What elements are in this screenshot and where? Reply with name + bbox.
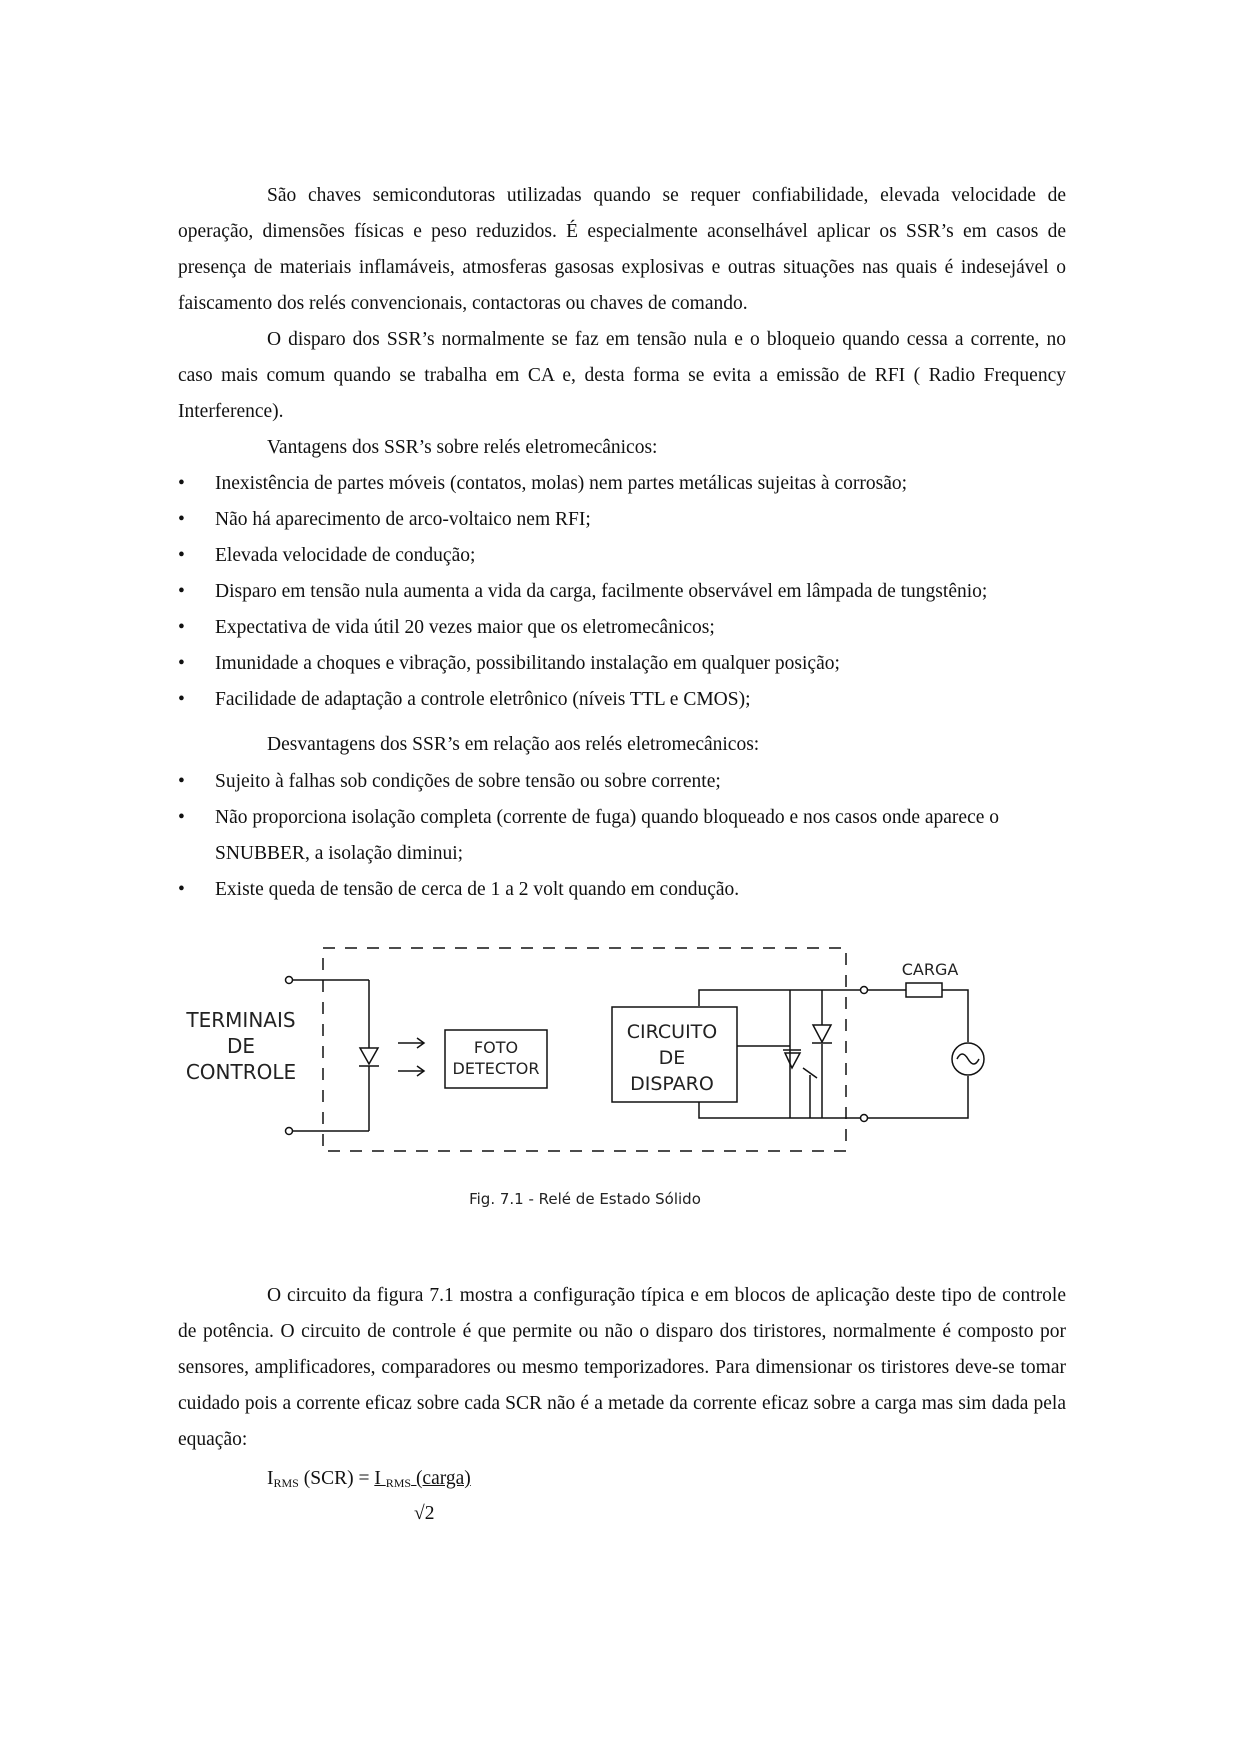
equation	[267, 1468, 471, 1491]
output-terminal-bottom	[861, 1115, 868, 1122]
equation-lhs-subscript: RMS	[273, 1476, 299, 1490]
led-icon	[359, 1048, 379, 1066]
bullet-icon: •	[178, 653, 185, 674]
intro-paragraph-1: São chaves semicondutoras utilizadas quando se requer confiabilidade, elevada velocidade de operação, dimensões físicas e peso reduzidos. É especialmente aconselhável aplicar os SSR’s em casos de presença de materiais inflamáveis, atmosferas gasosas explosivas e outras situações nas quais é indesejável o faiscamento dos relés convencionais, contactoras ou chaves de comando.	[178, 185, 1066, 314]
figure-caption: Fig. 7.1 - Relé de Estado Sólido	[469, 1190, 701, 1208]
list-item: • Sujeito à falhas sob condições de sobre tensão ou sobre corrente;	[178, 764, 1066, 800]
advantages-list	[178, 466, 1066, 718]
input-terminal-top	[286, 977, 293, 984]
ac-source-icon	[952, 1043, 984, 1075]
list-item: • Não proporciona isolação completa (corrente de fuga) quando bloqueado e nos casos onde aparece o SNUBBER, a isolação diminui;	[178, 800, 1066, 872]
bullet-icon: •	[178, 879, 185, 900]
input-terminal-bottom	[286, 1128, 293, 1135]
bullet-icon: •	[178, 617, 185, 638]
list-item: • Expectativa de vida útil 20 vezes maior que os eletromecânicos;	[178, 610, 1066, 646]
advantages-heading: Vantagens dos SSR’s sobre relés eletromecânicos:	[267, 437, 658, 458]
terminals-label-line3: CONTROLE	[185, 1060, 297, 1084]
trigger-label-line1: CIRCUITO	[626, 1021, 718, 1043]
light-arrows-icon	[398, 1038, 424, 1076]
disadvantages-heading: Desvantagens dos SSR’s em relação aos relés eletromecânicos:	[267, 734, 760, 755]
list-item: • Existe queda de tensão de cerca de 1 a 2 volt quando em condução.	[178, 872, 1066, 908]
trigger-label-line3: DISPARO	[630, 1073, 714, 1095]
list-item: • Não há aparecimento de arco-voltaico nem RFI;	[178, 502, 1066, 538]
bullet-icon: •	[178, 509, 185, 530]
ssr-enclosure	[323, 948, 846, 1151]
equation-numerator: I $_{RMS}$ (carga)	[374, 1468, 471, 1490]
terminals-label-line1: TERMINAIS	[186, 1008, 296, 1032]
load-label: CARGA	[901, 960, 959, 979]
body-paragraph: O circuito da figura 7.1 mostra a configuração típica e em blocos de aplicação deste tipo de controle de potência. O circuito de controle é que permite ou não o disparo dos tiristores, normalmente é composto por sensores, amplificadores, comparadores ou mesmo temporizadores. Para dimensionar os tiristores deve-se tomar cuidado pois a corrente eficaz sobre cada SCR não é a metade da corrente eficaz sobre a carga mas sim dada pela equação:	[178, 1285, 1066, 1450]
bullet-icon: •	[178, 581, 185, 602]
bullet-icon: •	[178, 473, 185, 494]
photo-detector-label-line2: DETECTOR	[452, 1059, 540, 1078]
photo-detector-label-line1: FOTO	[473, 1038, 519, 1057]
list-item: • Inexistência de partes móveis (contatos, molas) nem partes metálicas sujeitas à corrosão;	[178, 466, 1066, 502]
disadvantages-list	[178, 764, 1066, 908]
bullet-icon: •	[178, 807, 185, 828]
trigger-label-line2: DE	[658, 1047, 686, 1069]
list-item: • Elevada velocidade de condução;	[178, 538, 1066, 574]
equation-denominator: √2	[414, 1503, 435, 1524]
terminals-label-line2: DE	[226, 1034, 256, 1058]
intro-paragraph-2: O disparo dos SSR’s normalmente se faz em tensão nula e o bloqueio quando cessa a corrente, no caso mais comum quando se trabalha em CA e, desta forma se evita a emissão de RFI ( Radio Frequency Interference).	[178, 329, 1066, 422]
bullet-icon: •	[178, 771, 185, 792]
list-item: • Imunidade a choques e vibração, possibilitando instalação em qualquer posição;	[178, 646, 1066, 682]
bullet-icon: •	[178, 545, 185, 566]
equation-lhs-symbol: I	[267, 1468, 274, 1489]
list-item: • Disparo em tensão nula aumenta a vida da carga, facilmente observável em lâmpada de tungstênio;	[178, 574, 1066, 610]
load-resistor	[906, 983, 942, 997]
equation-lhs-rest: (SCR) =	[298, 1468, 375, 1489]
list-item: • Facilidade de adaptação a controle eletrônico (níveis TTL e CMOS);	[178, 682, 1066, 718]
ssr-diagram	[0, 930, 1240, 1230]
output-terminal-top	[861, 987, 868, 994]
bullet-icon: •	[178, 689, 185, 710]
